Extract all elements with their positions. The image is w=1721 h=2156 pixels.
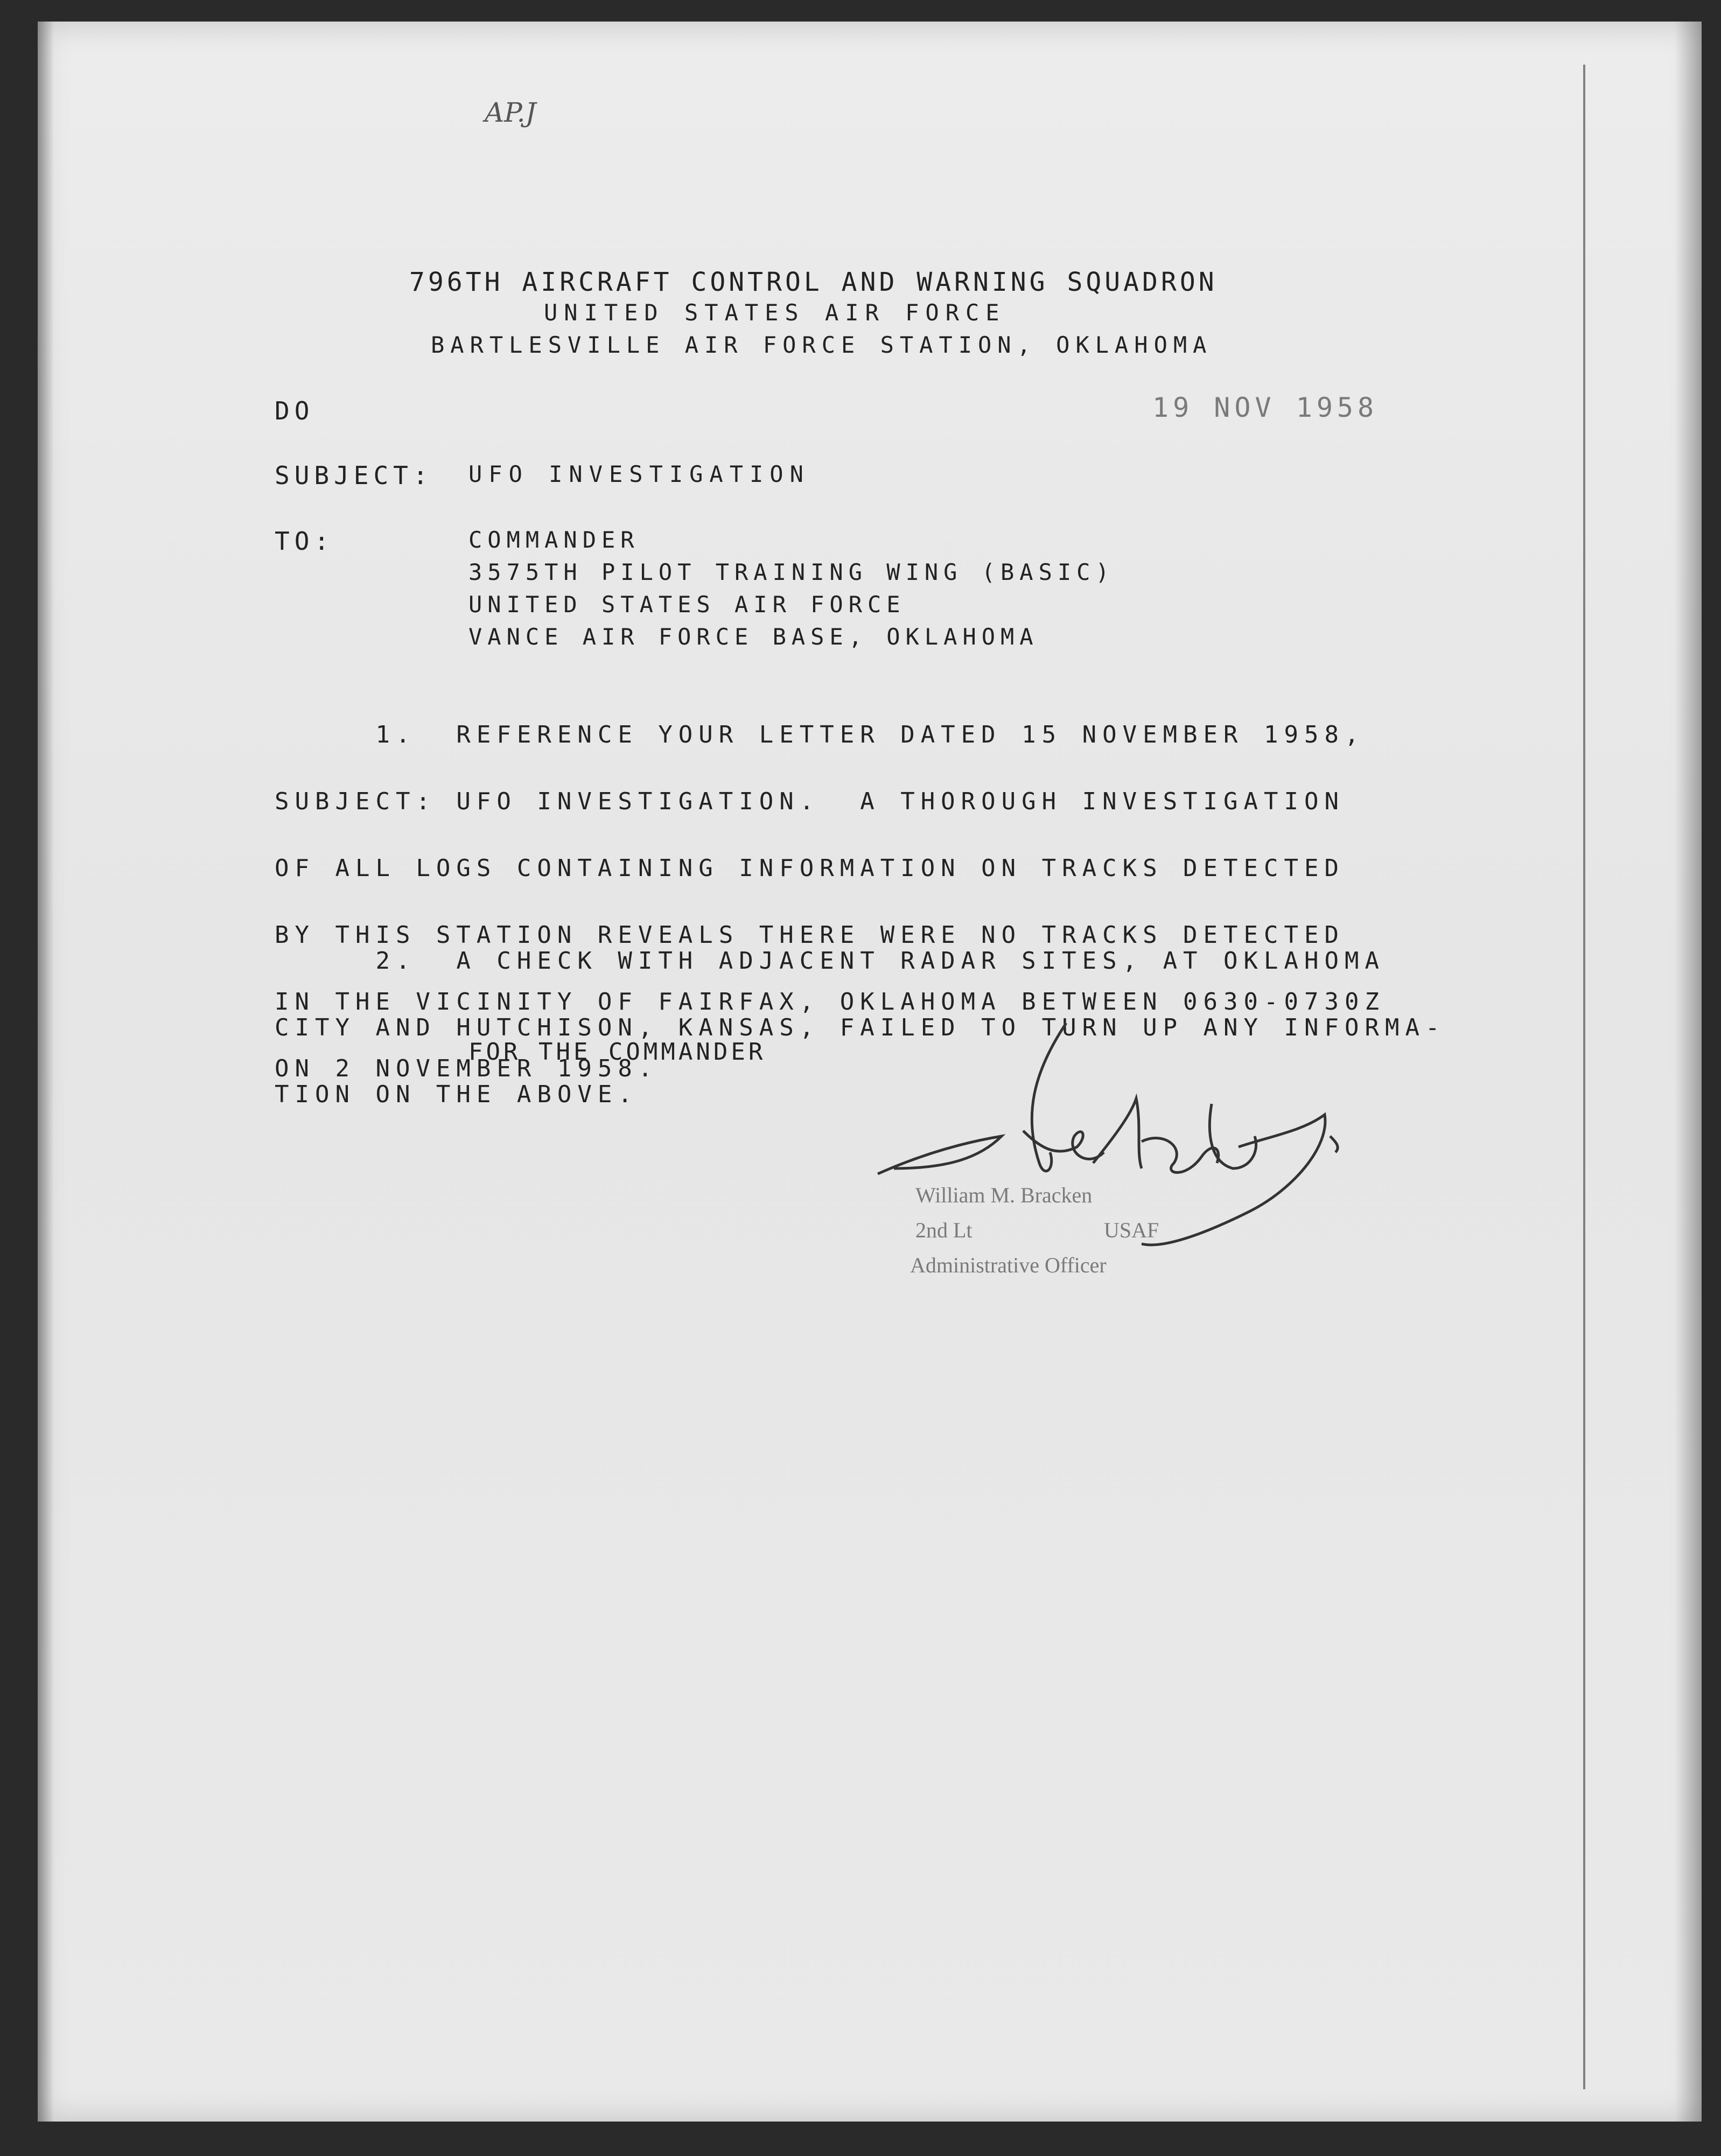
paragraph-1-line-4: BY THIS STATION REVEALS THERE WERE NO TRACKS DETECTED [275,921,1345,949]
date-stamp: 19 NOV 1958 [1152,392,1379,423]
letterhead-line-2: UNITED STATES AIR FORCE [544,299,1006,326]
to-line-3: UNITED STATES AIR FORCE [468,591,906,618]
page-shadow-right [1675,22,1702,2122]
signature-service: USAF [1104,1218,1159,1242]
to-label: TO: [275,527,334,556]
paragraph-2-line-1: 2. A CHECK WITH ADJACENT RADAR SITES, AT OKLAHOMA [275,947,1385,975]
handwritten-note: AP.J [485,97,536,128]
page-shadow-left [38,22,54,2122]
paragraph-1-line-1: 1. REFERENCE YOUR LETTER DATED 15 NOVEMBER 1958, [275,721,1365,748]
closing-line: FOR THE COMMANDER [468,1038,766,1066]
signature-title: Administrative Officer [910,1253,1107,1277]
signature-rank: 2nd Lt [915,1218,973,1242]
paragraph-1-line-2: SUBJECT: UFO INVESTIGATION. A THOROUGH INVESTIGATION [275,788,1345,815]
to-line-1: COMMANDER [468,527,640,553]
to-line-4: VANCE AIR FORCE BASE, OKLAHOMA [468,624,1039,650]
page-edge-line [1583,65,1585,2089]
subject-value: UFO INVESTIGATION [468,461,810,487]
paragraph-2-line-2: CITY AND HUTCHISON, KANSAS, FAILED TO TURN UP ANY INFORMA- [275,1014,1446,1041]
letterhead-line-1: 796TH AIRCRAFT CONTROL AND WARNING SQUADRON [409,267,1218,297]
subject-label: SUBJECT: [275,461,433,490]
paragraph-1-line-5: IN THE VICINITY OF FAIRFAX, OKLAHOMA BETWEEN 0630-0730Z [275,988,1385,1016]
signature-name: William M. Bracken [915,1183,1093,1207]
paragraph-1-line-3: OF ALL LOGS CONTAINING INFORMATION ON TRACKS DETECTED [275,855,1345,882]
office-symbol: DO [275,396,314,425]
paragraph-1-line-6: ON 2 NOVEMBER 1958. [275,1055,659,1082]
letterhead-line-3: BARTLESVILLE AIR FORCE STATION, OKLAHOMA [431,332,1213,358]
to-line-2: 3575TH PILOT TRAINING WING (BASIC) [468,559,1115,585]
paragraph-2-line-3: TION ON THE ABOVE. [275,1081,638,1108]
